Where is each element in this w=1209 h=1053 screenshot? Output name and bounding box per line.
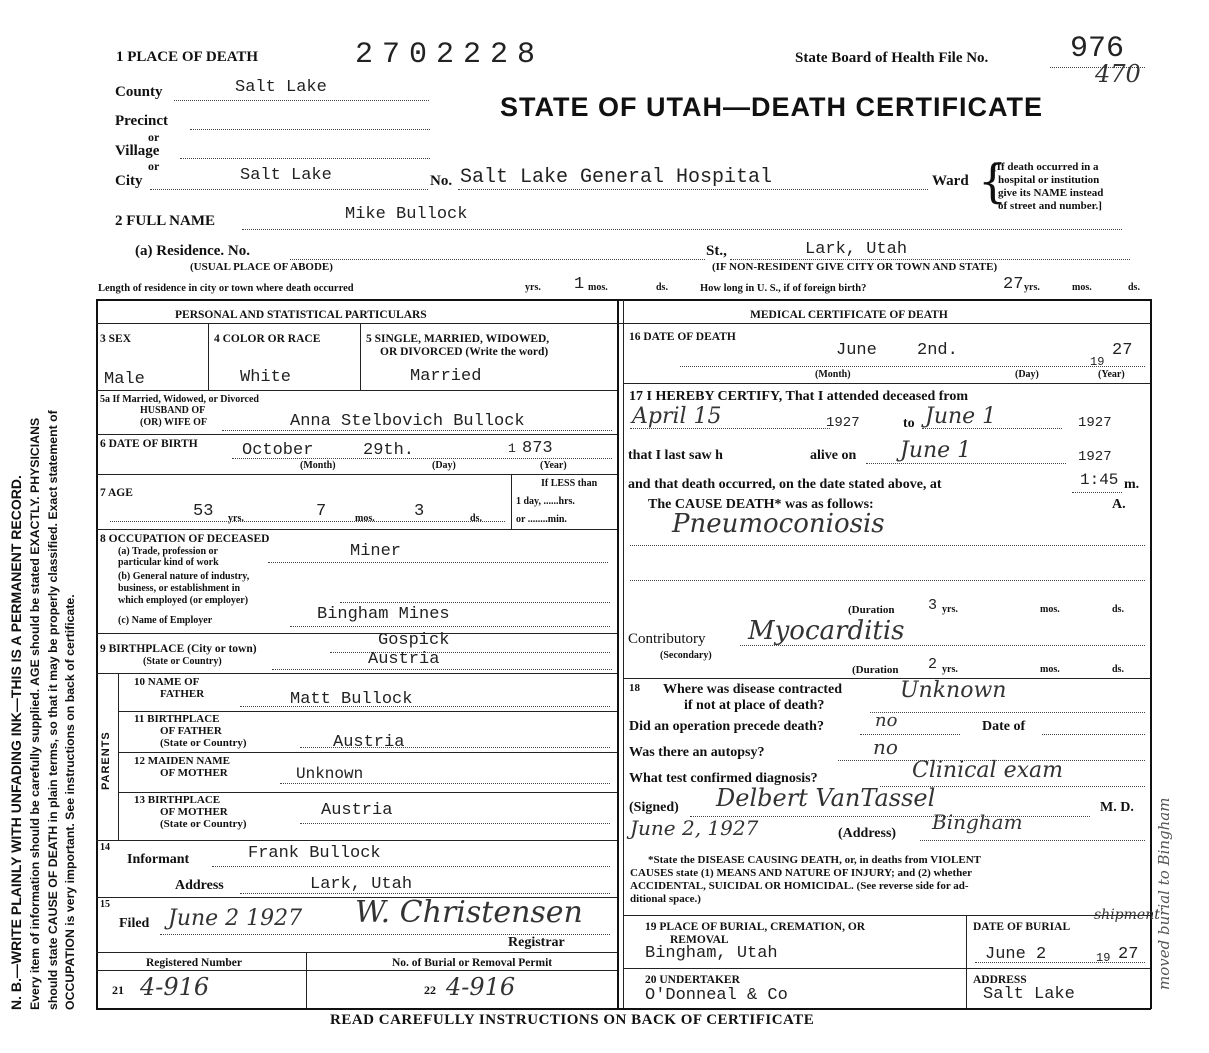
duration-1-yrs: yrs. [942,604,958,615]
duration-2-yrs: yrs. [942,664,958,675]
age-yrs-label: yrs. [228,513,244,524]
duration-label-2: (Duration [852,664,899,676]
nonresident-label: (IF NON-RESIDENT GIVE CITY OR TOWN AND STATE) [712,261,998,273]
operation-label: Did an operation precede death? [629,719,824,734]
us-mos-label: mos. [1072,282,1092,293]
cause-a-label: A. [1112,497,1126,512]
signed-date: June 2, 1927 [630,816,759,840]
death-time-m-label: m. [1124,477,1140,492]
alive-label: alive on [810,448,857,463]
age-years: 53 [193,502,214,521]
burial-permit-value: 4-916 [446,973,516,1001]
duration-label-1: (Duration [848,604,895,616]
occupation-label-3: particular kind of work [118,557,219,568]
color-label: 4 COLOR OR RACE [214,333,321,345]
footnote-4: ditional space.) [630,893,701,905]
abode-label: (USUAL PLACE OF ABODE) [190,261,333,273]
employer-value: Bingham Mines [317,605,450,624]
length-ds-label: ds. [656,282,668,293]
side-note-1: N. B.—WRITE PLAINLY WITH UNFADING INK—THIS IS A PERMANENT RECORD. [8,475,24,1010]
duration-1-value: 3 [928,597,938,614]
occupation-label-1: 8 OCCUPATION OF DECEASED [100,533,270,545]
dob-year-prefix: 1 [508,441,516,456]
death-day: 2nd. [917,341,958,360]
father-label-1: 10 NAME OF [134,676,200,688]
footnote-3: ACCIDENTAL, SUICIDAL OR HOMICIDAL. (See reverse side for ad- [630,880,969,892]
q18-number: 18 [629,682,640,694]
age-label: 7 AGE [100,487,133,499]
registrar-label: Registrar [508,935,565,950]
certify-label: 17 I HEREBY CERTIFY, That I attended deceased from [629,389,969,404]
informant-label: Informant [127,852,190,867]
death-date-label: 16 DATE OF DEATH [629,331,736,343]
registrar-signature: W. Christensen [355,895,583,930]
age-less-label-2: 1 day, ......hrs. [516,496,575,507]
burial-place-value: Bingham, Utah [645,944,778,963]
last-saw-label: that I last saw h [628,448,723,463]
death-month: June [836,341,877,360]
father-birthplace-label-2: OF FATHER [160,725,222,737]
precinct-label: Precinct [115,113,169,129]
certificate-title: STATE OF UTAH—DEATH CERTIFICATE [500,92,1043,122]
q18-label-2: if not at place of death? [684,698,825,713]
burial-date-label: DATE OF BURIAL [973,921,1071,933]
physician-signature: Delbert VanTassel [716,784,936,812]
institution-note-4: of street and number.] [998,200,1102,212]
death-time: 1:45 [1080,471,1119,489]
personal-section-title: PERSONAL AND STATISTICAL PARTICULARS [175,309,427,321]
burial-date-year-prefix: 19 [1096,951,1111,965]
dob-label: 6 DATE OF BIRTH [100,438,198,450]
occupation-label-2: (a) Trade, profession or [118,546,218,557]
registered-prefix: 21 [112,983,124,997]
mother-label-2: OF MOTHER [160,767,228,779]
registered-number-label: Registered Number [146,957,242,969]
mother-birthplace-value: Austria [321,801,393,820]
occupation-label-6: which employed (or employer) [118,595,249,606]
cause-label: The CAUSE DEATH* was as follows: [648,497,874,512]
institution-note-2: hospital or institution [998,174,1100,186]
parents-label: PARENTS [100,731,112,790]
institution-note-3: give its NAME instead [998,187,1104,199]
county-value: Salt Lake [235,78,327,97]
mother-birthplace-label-3: (State or Country) [160,818,247,830]
side-note-4: OCCUPATION is very important. See instructions on back of certificate. [63,594,77,1010]
filed-number: 15 [100,899,110,910]
mother-birthplace-label-1: 13 BIRTHPLACE [134,794,221,806]
side-note-2: Every item of information should be carefully supplied. AGE should be stated EXACTLY. PHYSICIANS [28,417,42,1010]
spouse-label-2: HUSBAND OF [140,405,206,416]
brace-icon: { [978,154,1008,208]
burial-permit-prefix: 22 [424,983,436,997]
contributory-value: Myocarditis [748,616,905,646]
occupation-label-7: (c) Name of Employer [118,615,213,626]
institution-no-label: No. [430,173,453,189]
spouse-label-1: 5a If Married, Widowed, or Divorced [100,394,259,405]
age-less-label-1: If LESS than [541,478,598,489]
color-value: White [240,368,292,387]
footer-instructions: READ CAREFULLY INSTRUCTIONS ON BACK OF CERTIFICATE [330,1012,815,1028]
us-ds-label: ds. [1128,282,1140,293]
full-name-label: 2 FULL NAME [115,213,216,229]
street-label: St., [706,243,727,259]
death-year: 27 [1112,341,1133,360]
burial-date-note: shipment [1094,907,1160,923]
death-day-label: (Day) [1015,369,1039,380]
informant-address-label: Address [175,878,224,893]
autopsy-label: Was there an autopsy? [629,745,765,760]
informant-number: 14 [100,842,110,853]
dob-year: 873 [522,439,553,458]
operation-date-label: Date of [982,719,1026,734]
institution-value: Salt Lake General Hospital [460,166,773,189]
or-label-1: or [148,130,160,144]
father-birthplace-label-1: 11 BIRTHPLACE [134,713,220,725]
attended-to-date: June 1 [925,404,997,429]
age-less-label-3: or ........min. [516,514,567,525]
residence-label: (a) Residence. No. [135,243,250,259]
attended-to-label: to [903,416,915,431]
mother-label-1: 12 MAIDEN NAME [134,755,230,767]
death-year-label: (Year) [1098,369,1125,380]
file-number-label: State Board of Health File No. [795,50,989,66]
cause-value: Pneumoconiosis [672,509,885,539]
footnote-1: *State the DISEASE CAUSING DEATH, or, in deaths from VIOLENT [648,854,982,866]
burial-date-value: June 2 [985,945,1047,964]
length-mos-label: mos. [588,282,608,293]
city-label: City [115,173,143,189]
burial-address-label: ADDRESS [973,974,1027,986]
undertaker-value: O'Donneal & Co [645,986,788,1005]
q18-answer: Unknown [900,678,1007,703]
us-years-label: How long in U. S., if of foreign birth? [700,283,867,294]
village-label: Village [115,143,160,159]
alive-date: June 1 [900,438,972,463]
length-residence-label: Length of residence in city or town where death occurred [98,283,354,294]
burial-place-label-1: 19 PLACE OF BURIAL, CREMATION, OR [645,921,866,933]
undertaker-label: 20 UNDERTAKER [645,974,740,986]
autopsy-value: no [873,735,898,759]
age-days: 3 [414,502,425,521]
duration-2-ds: ds. [1112,664,1124,675]
mother-value: Unknown [296,765,364,783]
sex-value: Male [104,370,145,389]
marital-label-1: 5 SINGLE, MARRIED, WIDOWED, [366,333,550,345]
burial-place-label-2: REMOVAL [670,934,729,946]
registered-number-value: 4-916 [140,973,210,1001]
marital-value: Married [410,367,482,386]
attended-from-date: April 15 [632,404,722,429]
father-birthplace-label-3: (State or Country) [160,737,247,749]
informant-address: Lark, Utah [310,875,413,894]
death-month-label: (Month) [815,369,851,380]
burial-date-year: 27 [1118,945,1139,964]
father-birthplace-value: Austria [333,733,405,752]
dob-day: 29th. [363,441,415,460]
test-value: Clinical exam [912,758,1063,783]
city-value: Salt Lake [240,166,332,185]
birthplace-label-2: (State or Country) [143,656,222,667]
place-of-death-label: 1 PLACE OF DEATH [116,49,259,65]
certificate-number: 2702228 [355,38,545,72]
length-months: 1 [574,275,585,294]
length-yrs-label: yrs. [525,282,541,293]
footnote-2: CAUSES state (1) MEANS AND NATURE OF INJURY; and (2) whether [630,867,973,879]
age-ds-label: ds. [470,513,482,524]
operation-value: no [875,710,898,731]
attended-to-year: 1927 [1078,415,1112,431]
age-months: 7 [316,502,327,521]
occupation-value: Miner [350,542,402,561]
duration-2-value: 2 [928,656,938,673]
dob-day-label: (Day) [432,460,456,471]
side-note-3: should state CAUSE OF DEATH in plain terms, so that it may be properly classified. Exact statement of [46,410,60,1010]
margin-handwritten-note: moved burial to Bingham [1155,797,1173,990]
burial-permit-label: No. of Burial or Removal Permit [392,957,553,969]
birthplace-city: Gospick [378,631,450,650]
father-label-2: FATHER [160,688,205,700]
sex-label: 3 SEX [100,333,131,345]
birthplace-country: Austria [368,650,440,669]
filed-label: Filed [119,916,150,931]
md-label: M. D. [1100,800,1134,815]
filed-date: June 2 1927 [168,906,303,931]
spouse-label-3: (OR) WIFE OF [140,417,208,428]
mother-birthplace-label-2: OF MOTHER [160,806,228,818]
occupation-label-4: (b) General nature of industry, [118,571,250,582]
death-time-label: and that death occurred, on the date stated above, at [628,477,942,492]
ward-label: Ward [932,173,969,189]
us-yrs-label: yrs. [1024,282,1040,293]
signed-address-label: (Address) [838,826,897,841]
dob-year-label: (Year) [540,460,567,471]
full-name-value: Mike Bullock [345,205,468,224]
signed-address: Bingham [932,810,1023,834]
dob-month: October [242,441,314,460]
duration-1-mos: mos. [1040,604,1060,615]
duration-1-ds: ds. [1112,604,1124,615]
contributory-secondary-label: (Secondary) [660,650,712,661]
burial-address-value: Salt Lake [983,985,1075,1004]
father-value: Matt Bullock [290,690,413,709]
county-label: County [115,84,163,100]
side-instructions [0,0,84,1053]
test-label: What test confirmed diagnosis? [629,771,818,786]
attended-from-year: 1927 [826,415,860,431]
marital-label-2: OR DIVORCED (Write the word) [380,346,549,358]
informant-value: Frank Bullock [248,844,381,863]
death-year-prefix: 19 [1090,355,1105,369]
or-label-2: or [148,159,160,173]
spouse-value: Anna Stelbovich Bullock [290,412,525,431]
occupation-label-5: business, or establishment in [118,583,241,594]
contributory-label: Contributory [628,631,706,647]
age-mos-label: mos. [355,513,375,524]
file-number: 976 [1070,32,1125,66]
birthplace-label-1: 9 BIRTHPLACE (City or town) [100,643,257,655]
us-years: 27 [1003,275,1024,294]
duration-2-mos: mos. [1040,664,1060,675]
q18-label-1: Where was disease contracted [663,682,842,697]
file-number-handwritten: 470 [1095,60,1141,88]
signed-label: (Signed) [629,800,679,815]
alive-year: 1927 [1078,449,1112,465]
residence-value: Lark, Utah [805,240,908,259]
institution-note-1: [If death occurred in a [993,161,1099,173]
medical-section-title: MEDICAL CERTIFICATE OF DEATH [750,309,948,321]
dob-month-label: (Month) [300,460,336,471]
